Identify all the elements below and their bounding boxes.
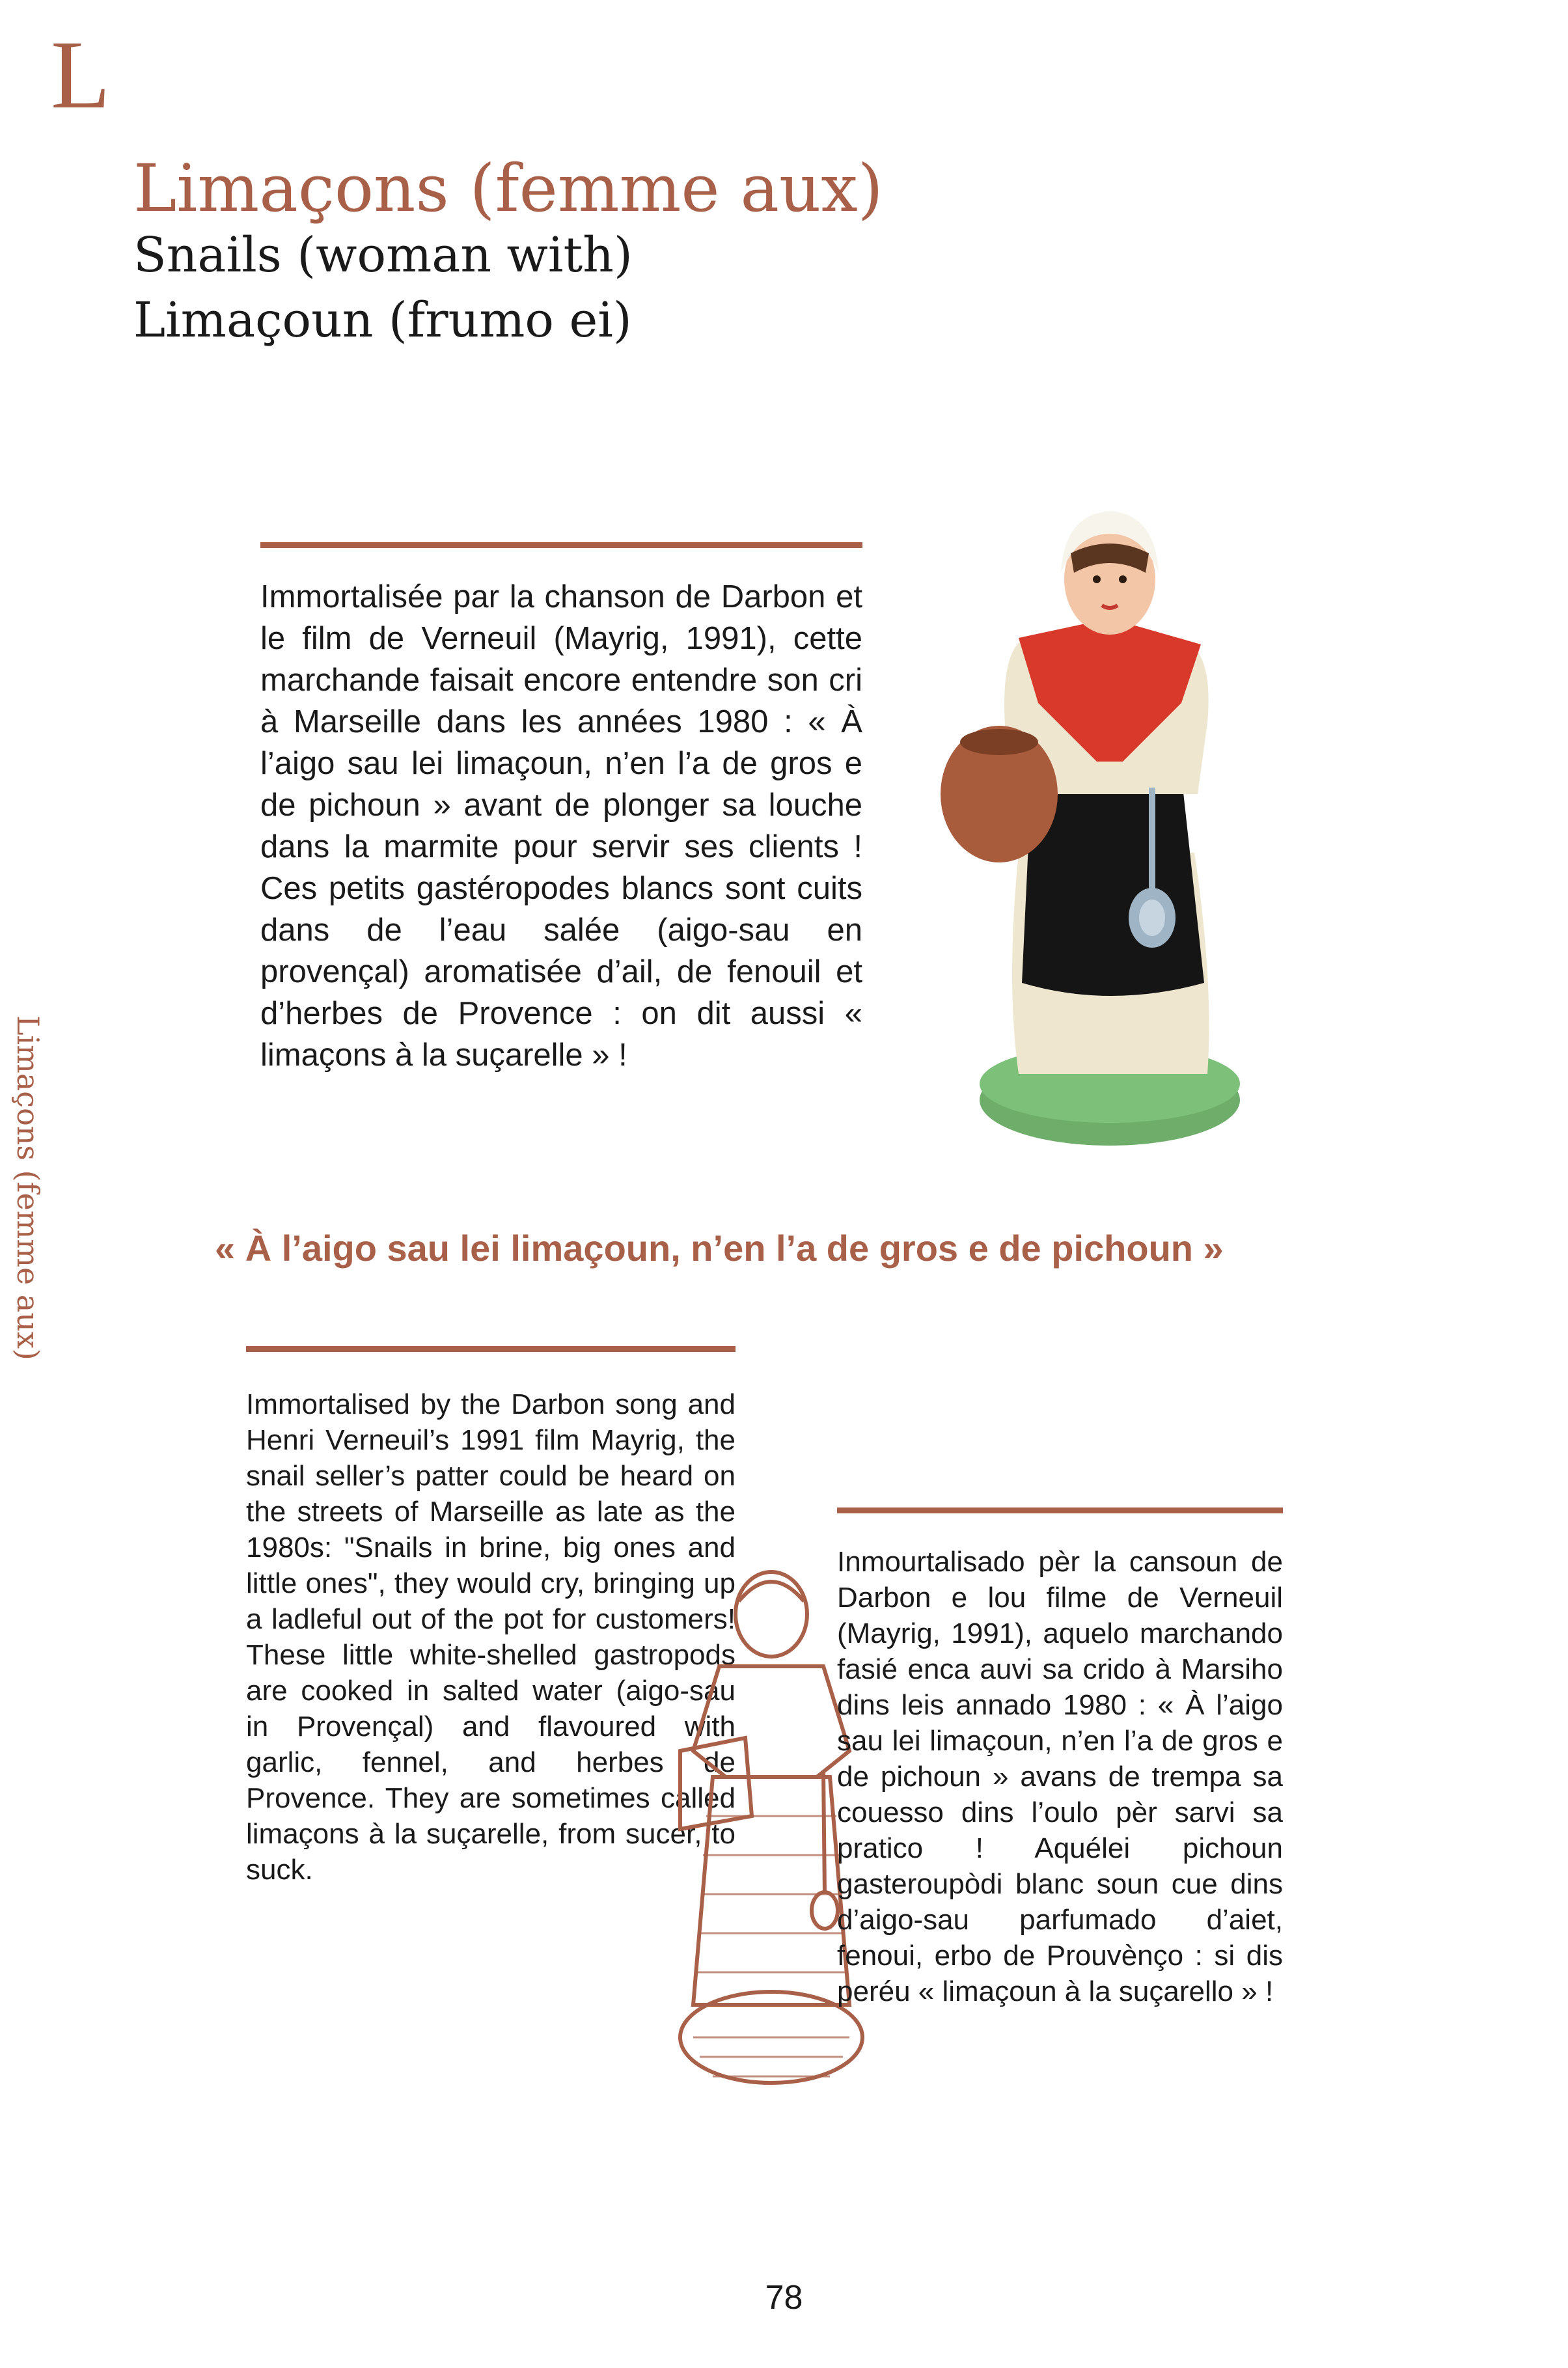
page-title: Limaçons (femme aux) (133, 150, 883, 227)
santon-figurine-image (908, 488, 1272, 1159)
divider-provencal (837, 1508, 1283, 1513)
pull-quote: « À l’aigo sau lei limaçoun, n’en l’a de gros e de pichoun » (215, 1228, 1224, 1269)
subtitle-provencal: Limaçoun (frumo ei) (133, 292, 632, 348)
body-text-provencal: Inmourtalisado pèr la cansoun de Darbon e lou filme de Verneuil (Mayrig, 1991), aquelo marchando fasié enca auvi sa crido à Marsiho dins leis annado 1980 : « À l’aigo sau lei limaçoun, n’en l’a de gros e de pichoun » avans de trempa sa couesso dins l’oulo pèr sarvi sa pratico ! Aquélei pichoun gasteroupòdi blanc soun cue dins d’aigo-sau parfumado d’aiet, fenoui, erbo de Prouvènço : si dis peréu « limaçoun à la suçarello » ! (837, 1546, 1283, 2007)
side-running-label: Limaçons (femme aux) (10, 1015, 46, 1360)
subtitle-english: Snails (woman with) (133, 227, 633, 283)
body-text-french: Immortalisée par la chanson de Darbon et le film de Verneuil (Mayrig, 1991), cette marchande faisait encore entendre son cri à Marseille dans les années 1980 : « À l’aigo sau lei limaçoun, n’en l’a de gros e de pichoun » avant de plonger sa louche dans la marmite pour servir ses clients ! Ces petits gastéropodes blancs sont cuits dans de l’eau salée (aigo-sau en provençal) aromatisée d’ail, de fenouil et d’herbes de Provence : on dit aussi « limaçons à la suçarelle » ! (260, 579, 862, 1073)
divider-english (246, 1346, 736, 1352)
section-letter: L (51, 21, 111, 129)
divider-french (260, 542, 862, 548)
body-text-english: Immortalised by the Darbon song and Henri Verneuil’s 1991 film Mayrig, the snail seller’s patter could be heard on the streets of Marseille as late as the 1980s: "Snails in brine, big ones and little ones", they would cry, bringing up a ladleful out of the pot for customers! These little white-shelled gastropods are cooked in salted water (aigo-sau in Provençal) and flavoured with garlic, fennel, and herbes de Provence. They are sometimes called limaçons à la suçarelle, from sucer, to suck. (246, 1388, 736, 1886)
page-number: 78 (765, 2279, 803, 2317)
